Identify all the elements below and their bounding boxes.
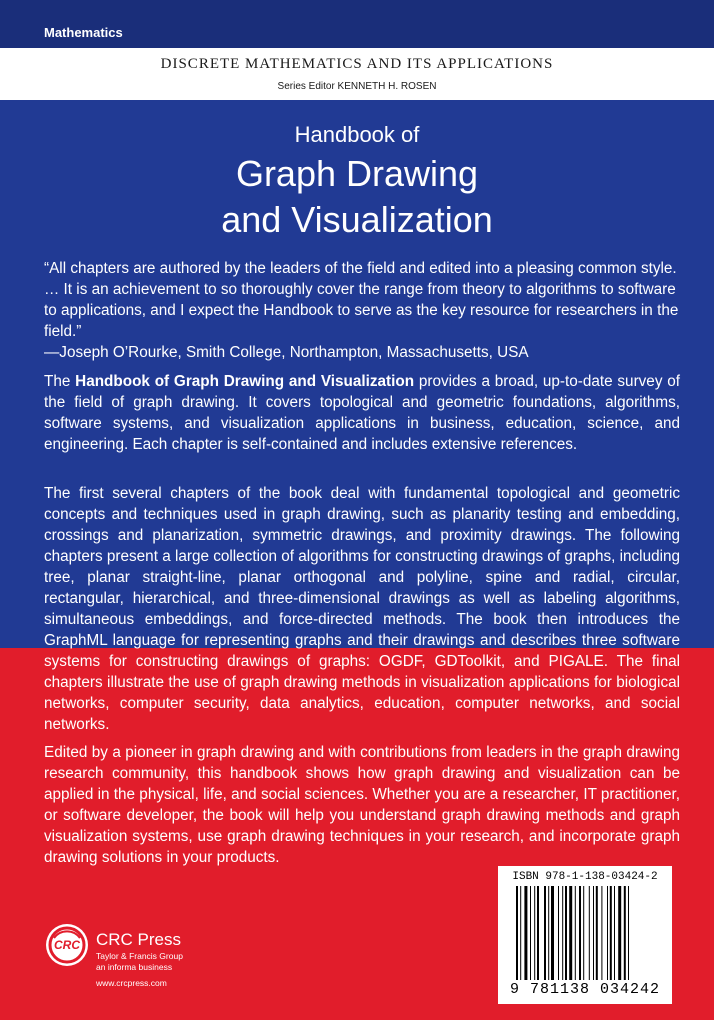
description-paragraph-3: Edited by a pioneer in graph drawing and with contributions from leaders in the graph drawing research community, this handbook shows how graph drawing and visualization can be applied in the physical, life, and social sciences. Whether you are a researcher, IT practitioner, or software developer, the book will help you understand graph drawing methods and graph visualization systems, use graph drawing techniques in your research, and incorporate graph drawing solutions in your products. bbox=[44, 744, 680, 866]
quote-attribution: —Joseph O’Rourke, Smith College, Northampton, Massachusetts, USA bbox=[44, 344, 529, 361]
publisher-name: CRC Press bbox=[96, 930, 182, 949]
barcode-bar bbox=[520, 886, 521, 980]
barcode-bar bbox=[596, 886, 598, 980]
p1-rest: provides a broad, up-to-date survey of the field of graph drawing. It covers topological and geometric foundations, algorithms, software systems, and visualization applications in business, education, science, and engineering. Each chapter is self-contained and includes extensive references. bbox=[44, 373, 681, 453]
barcode-bar bbox=[628, 886, 629, 980]
barcode-bar bbox=[583, 886, 584, 980]
barcode-bar bbox=[530, 886, 531, 980]
barcode-bar bbox=[624, 886, 626, 980]
barcode-bar bbox=[607, 886, 608, 980]
category-bar bbox=[0, 0, 714, 48]
barcode-bar bbox=[601, 886, 602, 980]
barcode-bar bbox=[579, 886, 581, 980]
series-band bbox=[0, 48, 714, 100]
barcode-bars bbox=[516, 886, 666, 980]
quote-text: “All chapters are authored by the leaders of the field and edited into a pleasing common style. … It is an achievement to so thoroughly cover the range from theory to algorithms to software to applications, and I expect the Handbook to serve as the key resource for researchers in the field.” bbox=[44, 260, 679, 340]
barcode-bar bbox=[558, 886, 559, 980]
book-title-prefix: Handbook of bbox=[294, 122, 420, 147]
barcode bbox=[498, 866, 672, 1004]
category-label: Mathematics bbox=[44, 25, 123, 40]
barcode-bar bbox=[569, 886, 572, 980]
barcode-bar bbox=[551, 886, 554, 980]
endorsement-quote bbox=[44, 258, 680, 363]
publisher-informa: an informa business bbox=[96, 962, 173, 972]
barcode-bar bbox=[516, 886, 518, 980]
barcode-bar bbox=[537, 886, 539, 980]
barcode-bar bbox=[562, 886, 563, 980]
description-paragraph-2: The first several chapters of the book deal with fundamental topological and geometric concepts and techniques used in graph drawing, such as planarity testing and embedding, crossings and planarization, symmetric drawings, and proximity drawings. The following chapters present a large collection of algorithms for constructing drawings of graphs, including tree, planar straight-line, planar orthogonal and polyline, spine and radial, circular, rectangular, hierarchical, and three-dimensional drawings as well as labeling algorithms, simultaneous embeddings, and force-directed methods. The book then introduces the GraphML language for representing graphs and their drawings and describes three software systems for constructing drawings of graphs: OGDF, GDToolkit, and PIGALE. The final chapters illustrate the use of graph drawing methods in visualization applications for biological networks, computer security, data analytics, education, computer networks, and social networks. bbox=[44, 485, 681, 733]
publisher-group: Taylor & Francis Group bbox=[96, 951, 183, 961]
barcode-bar bbox=[534, 886, 535, 980]
book-title-line2: and Visualization bbox=[221, 199, 493, 240]
barcode-bar bbox=[614, 886, 615, 980]
barcode-bar bbox=[618, 886, 621, 980]
barcode-digits: 9 781138 034242 bbox=[509, 981, 661, 998]
series-editor: Series Editor KENNETH H. ROSEN bbox=[277, 81, 437, 92]
barcode-bar bbox=[548, 886, 549, 980]
isbn-label: ISBN 978-1-138-03424-2 bbox=[512, 871, 658, 883]
publisher-website: www.crcpress.com bbox=[96, 978, 167, 988]
barcode-bar bbox=[589, 886, 590, 980]
description-paragraph-1 bbox=[44, 371, 680, 455]
logo-text: CRC bbox=[54, 938, 80, 952]
crc-press-logo-icon bbox=[44, 922, 90, 968]
p1-book-title: Handbook of Graph Drawing and Visualization bbox=[75, 373, 415, 390]
barcode-bar bbox=[544, 886, 546, 980]
barcode-bar bbox=[524, 886, 527, 980]
series-title: DISCRETE MATHEMATICS AND ITS APPLICATIONS bbox=[160, 56, 554, 72]
barcode-bar bbox=[575, 886, 576, 980]
barcode-bar bbox=[593, 886, 594, 980]
book-title-line1: Graph Drawing bbox=[235, 153, 479, 194]
p1-lead: The bbox=[44, 373, 76, 390]
barcode-bar bbox=[565, 886, 567, 980]
barcode-bar bbox=[610, 886, 612, 980]
